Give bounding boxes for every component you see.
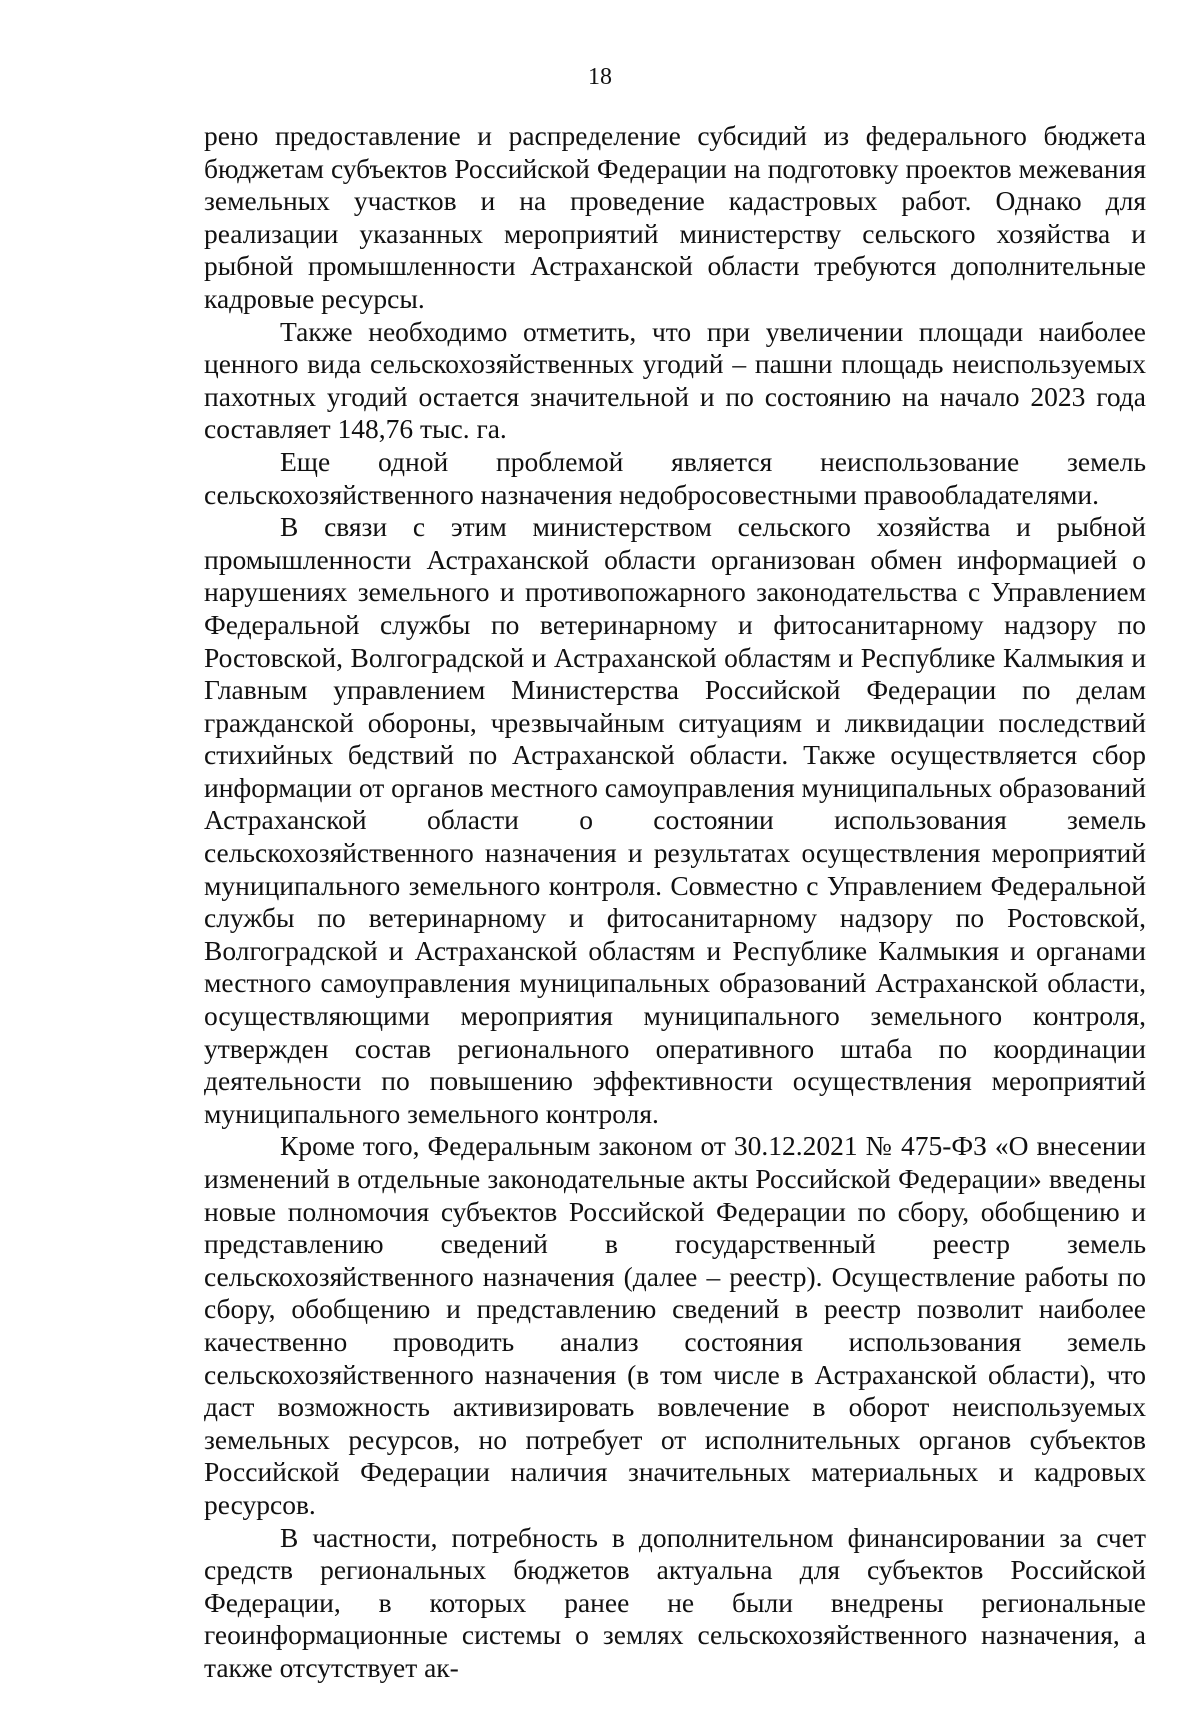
paragraph-3: Еще одной проблемой является неиспользование земель сельскохозяйственного назначения недобросовестными правообладателями.	[204, 445, 1146, 510]
paragraph-5: Кроме того, Федеральным законом от 30.12.2021 № 475-ФЗ «О внесении изменений в отдельные законодательные акты Российской Федерации» введены новые полномочия субъектов Российской Федерации по сбору, обобщению и представлению сведений в государственный реестр земель сельскохозяйственного назначения (далее – реестр). Осуществление работы по сбору, обобщению и представлению сведений в реестр позволит наиболее качественно проводить анализ состояния использования земель сельскохозяйственного назначения (в том числе в Астраханской области), что даст возможность активизировать вовлечение в оборот неиспользуемых земельных ресурсов, но потребует от исполнительных органов субъектов Российской Федерации наличия значительных материальных и кадровых ресурсов.	[204, 1130, 1146, 1520]
paragraph-2: Также необходимо отметить, что при увеличении площади наиболее ценного вида сельскохозяйственных угодий – пашни площадь неиспользуемых пахотных угодий остается значительной и по состоянию на начало 2023 года составляет 148,76 тыс. га.	[204, 315, 1146, 445]
paragraph-6: В частности, потребность в дополнительном финансировании за счет средств региональных бюджетов актуальна для субъектов Российской Федерации, в которых ранее не были внедрены региональные геоинформационные системы о землях сельскохозяйственного назначения, а также отсутствует ак-	[204, 1521, 1146, 1683]
document-body	[204, 120, 1146, 1685]
paragraph-4: В связи с этим министерством сельского хозяйства и рыбной промышленности Астраханской области организован обмен информацией о нарушениях земельного и противопожарного законодательства с Управлением Федеральной службы по ветеринарному и фитосанитарному надзору по Ростовской, Волгоградской и Астраханской областям и Республике Калмыкия и Главным управлением Министерства Российской Федерации по делам гражданской обороны, чрезвычайным ситуациям и ликвидации последствий стихийных бедствий по Астраханской области. Также осуществляется сбор информации от органов местного самоуправления муниципальных образований Астраханской области о состоянии использования земель сельскохозяйственного назначения и результатах осуществления мероприятий муниципального земельного контроля. Совместно с Управлением Федеральной службы по ветеринарному и фитосанитарному надзору по Ростовской, Волгоградской и Астраханской областям и Республике Калмыкия и органами местного самоуправления муниципальных образований Астраханской области, осуществляющими мероприятия муниципального земельного контроля, утвержден состав регионального оперативного штаба по координации деятельности по повышению эффективности осуществления мероприятий муниципального земельного контроля.	[204, 511, 1146, 1129]
paragraph-1: рено предоставление и распределение субсидий из федерального бюджета бюджетам субъектов Российской Федерации на подготовку проектов межевания земельных участков и на проведение кадастровых работ. Однако для реализации указанных мероприятий министерству сельского хозяйства и рыбной промышленности Астраханской области требуются дополнительные кадровые ресурсы.	[204, 120, 1146, 314]
page-number: 18	[588, 64, 612, 90]
